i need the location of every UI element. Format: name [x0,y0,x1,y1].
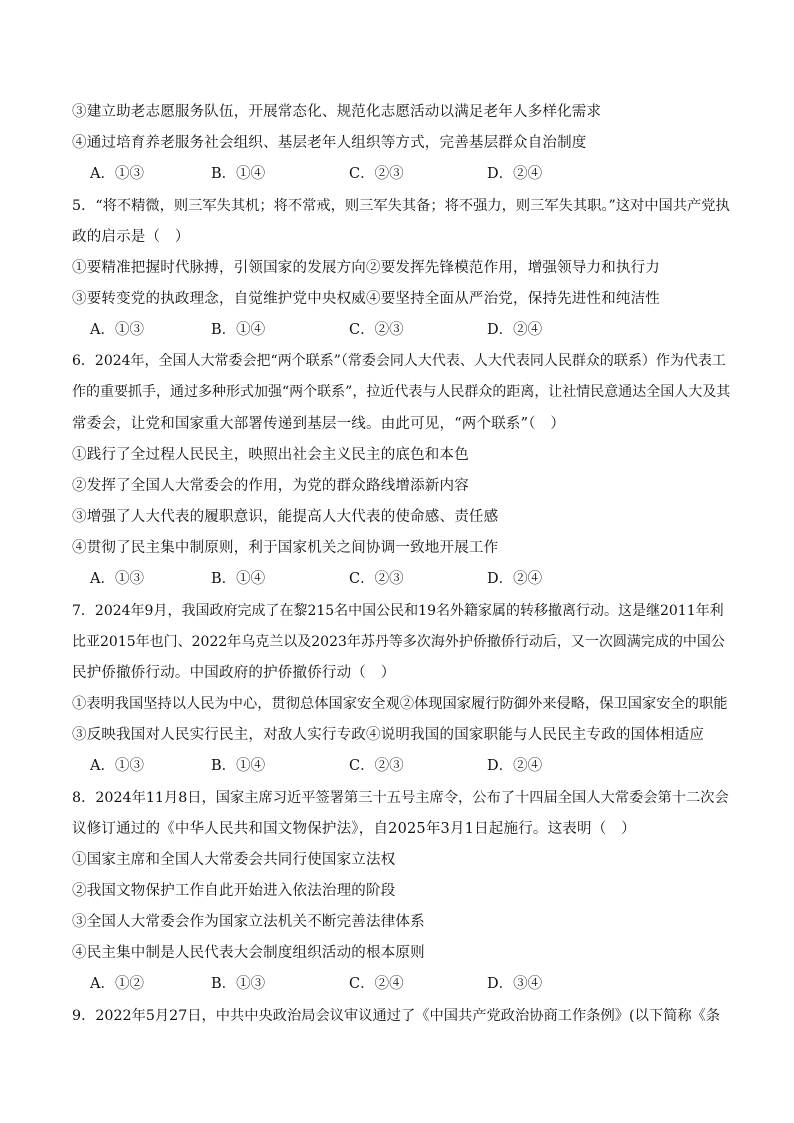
q9-stem-line-1: 9．2022年5月27日，中共中央政治局会议审议通过了《中国共产党政治协商工作条例》(以下简称《条 [72,1008,721,1024]
q7-options-line-2: ③反映我国对人民实行民主，对敌人实行专政④说明我国的国家职能与人民民主专政的国体相适应 [72,727,705,743]
q7-choice-a: A．①③ [90,758,144,774]
q8-option-3: ③全国人大常委会作为国家立法机关不断完善法律体系 [72,914,425,930]
q5-choice-a: A．①③ [90,322,144,338]
q6-choice-d: D．②④ [487,571,543,587]
q7-choice-b: B．①④ [211,758,266,774]
q5-options-line-2: ③要转变党的执政理念，自觉维护党中央权威④要坚持全面从严治党，保持先进性和纯洁性 [72,291,660,307]
q7-choice-c: C．②③ [349,758,404,774]
q7-stem-line-2: 比亚2015年也门、2022年乌克兰以及2023年苏丹等多次海外护侨撤侨行动后，又一次圆满完成的中国公 [72,634,725,650]
q4-option-4: ④通过培育养老服务社会组织、基层老年人组织等方式，完善基层群众自治制度 [72,135,587,151]
q8-choice-c: C．②④ [349,976,404,992]
q7-stem-line-3: 民护侨撤侨行动。中国政府的护侨撤侨行动（ ） [72,665,396,681]
q6-stem-line-2: 作的重要抓手，通过多种形式加强“两个联系”，拉近代表与人民群众的距离，让社情民意通达全国人大及其 [72,384,731,400]
q6-stem-line-3: 常委会，让党和国家重大部署传递到基层一线。由此可见，“两个联系”（ ） [72,416,566,432]
q6-option-1: ①践行了全过程人民民主，映照出社会主义民主的底色和本色 [72,447,469,463]
q6-choice-a: A．①③ [90,571,144,587]
q7-options-line-1: ①表明我国坚持以人民为中心，贯彻总体国家安全观②体现国家履行防御外来侵略，保卫国家安全的职能 [72,696,728,712]
q6-option-4: ④贯彻了民主集中制原则，利于国家机关之间协调一致地开展工作 [72,540,499,556]
q8-stem-line-1: 8．2024年11月8日，国家主席习近平签署第三十五号主席令，公布了十四届全国人大常委会第十二次会 [72,790,729,806]
q8-stem-line-2: 议修订通过的《中华人民共和国文物保护法》，自2025年3月1日起施行。这表明（ ） [72,821,636,837]
q4-choice-d: D．②④ [487,166,543,182]
q6-stem-line-1: 6．2024年，全国人大常委会把“两个联系”（常委会同人大代表、人大代表同人民群众的联系）作为代表工 [72,353,726,369]
q6-choice-c: C．②③ [349,571,404,587]
q4-option-3: ③建立助老志愿服务队伍，开展常态化、规范化志愿活动以满足老年人多样化需求 [72,104,602,120]
q4-choice-a: A．①③ [90,166,144,182]
q6-choice-b: B．①④ [211,571,266,587]
q5-choice-d: D．②④ [487,322,543,338]
q6-option-3: ③增强了人大代表的履职意识，能提高人大代表的使命感、责任感 [72,509,499,525]
q5-answer-choices [90,320,690,340]
q5-choice-c: C．②③ [349,322,404,338]
q4-choice-b: B．①④ [211,166,266,182]
q8-answer-choices [90,974,690,994]
q4-choice-c: C．②③ [349,166,404,182]
q4-answer-choices [90,164,690,184]
q7-answer-choices [90,756,690,776]
q8-choice-a: A．①② [90,976,144,992]
q7-choice-d: D．②④ [487,758,543,774]
q5-options-line-1: ①要精准把握时代脉搏，引领国家的发展方向②要发挥先锋模范作用，增强领导力和执行力 [72,260,660,276]
q8-choice-b: B．①③ [211,976,266,992]
q6-answer-choices [90,569,690,589]
q8-option-4: ④民主集中制是人民代表大会制度组织活动的根本原则 [72,945,425,961]
q5-stem-line-1: 5．“将不精微，则三军失其机；将不常戒，则三军失其备；将不强力，则三军失其职。”这对中国共产党执 [72,198,730,214]
q5-stem-line-2: 政的启示是（ ） [72,229,190,245]
q8-option-2: ②我国文物保护工作自此开始进入依法治理的阶段 [72,883,396,899]
q6-option-2: ②发挥了全国人大常委会的作用，为党的群众路线增添新内容 [72,478,469,494]
q7-stem-line-1: 7．2024年9月，我国政府完成了在黎215名中国公民和19名外籍家属的转移撤离行动。这是继2011年利 [72,603,724,619]
q8-option-1: ①国家主席和全国人大常委会共同行使国家立法权 [72,852,396,868]
q8-choice-d: D．③④ [487,976,543,992]
q5-choice-b: B．①④ [211,322,266,338]
